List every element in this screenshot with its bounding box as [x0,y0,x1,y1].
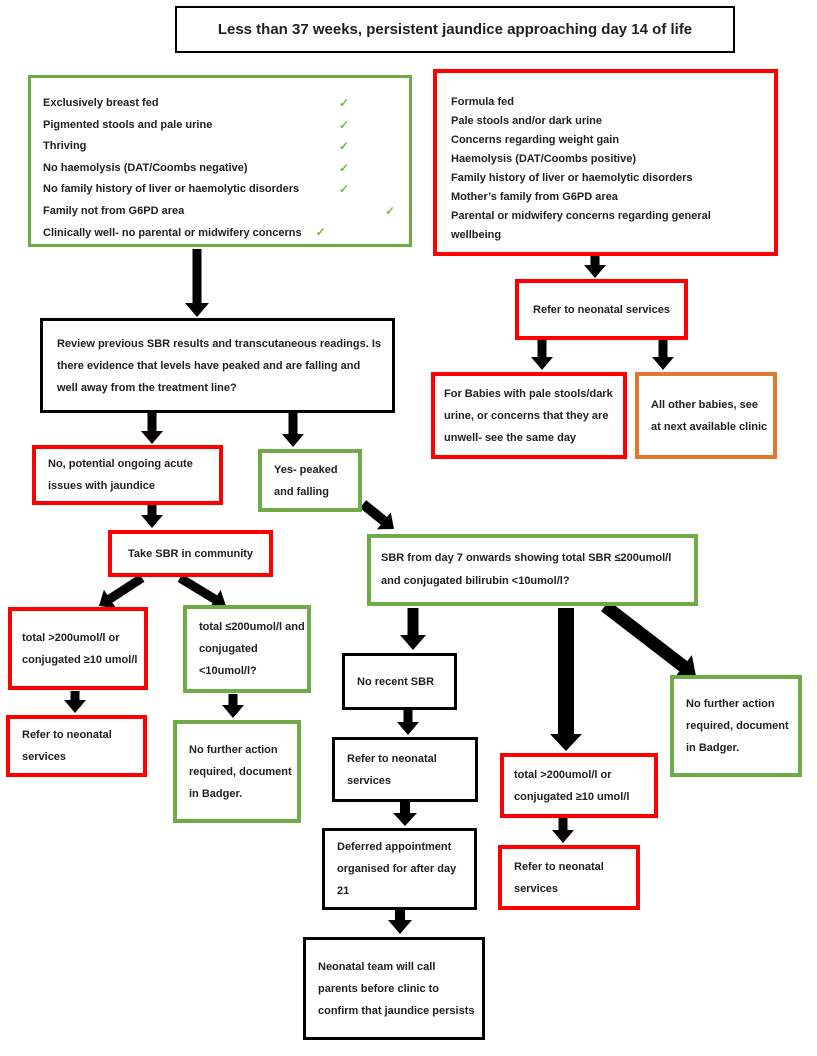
flow-arrow [531,340,553,370]
flow-arrow [550,608,582,751]
criteria-label: Parental or midwifery concerns regarding general wellbeing [451,210,711,241]
flow-arrow [605,606,696,677]
checkmark-icon: ✓ [338,96,349,110]
see-same-day-box: For Babies with pale stools/dark urine, or concerns that they are unwell- see the same day [431,372,627,459]
no-ongoing-issues-box: No, potential ongoing acute issues with jaundice [32,445,223,505]
criteria-ok-box [28,75,412,247]
refer-neonatal-middle-box: Refer to neonatal services [332,737,478,802]
flow-arrow [185,249,209,317]
flow-arrow [363,504,394,529]
flow-arrow [99,578,142,608]
criteria-label: No haemolysis (DAT/Coombs negative) [43,161,248,174]
checkmark-icon: ✓ [384,203,395,218]
no-recent-sbr-box: No recent SBR [342,653,457,710]
flow-arrow [141,505,163,528]
criteria-ok-item [43,158,401,180]
criteria-label: Pigmented stools and pale urine [43,118,213,131]
criteria-risk-item [451,131,766,150]
flow-arrow [552,818,574,843]
criteria-label: No family history of liver or haemolytic disorders [43,183,300,195]
flow-arrow [652,340,674,370]
criteria-ok-item [43,136,401,158]
criteria-label: Pale stools and/or dark urine [451,115,602,127]
criteria-label: Thriving [43,140,87,152]
neonatal-team-call-box: Neonatal team will call parents before clinic to confirm that jaundice persists [303,937,485,1040]
flow-arrow [222,694,244,718]
criteria-label: Family not from G6PD area [43,204,185,217]
criteria-ok-item [43,222,401,245]
no-further-action-left-box: No further action required, document in Badger. [173,720,301,823]
criteria-risk-item [451,112,766,131]
flow-arrow [388,910,412,934]
checkmark-icon: ✓ [338,117,349,132]
flow-arrow [584,254,606,278]
criteria-ok-item [43,115,401,137]
sbr-day7-question-box: SBR from day 7 onwards showing total SBR ≤200umol/l and conjugated bilirubin <10umol/l? [367,534,698,606]
flow-arrow [282,413,304,447]
criteria-risk-box [433,69,778,256]
checkmark-icon: ✓ [338,160,349,175]
refer-neonatal-left-box: Refer to neonatal services [6,715,147,777]
checkmark-icon: ✓ [315,225,326,239]
flow-arrow [397,710,419,735]
criteria-ok-item [43,201,401,223]
total-high-left-box: total >200umol/l or conjugated ≥10 umol/l [8,607,148,690]
page-title: Less than 37 weeks, persistent jaundice approaching day 14 of life [217,20,693,38]
yes-peaked-falling-box: Yes- peaked and falling [258,449,362,512]
criteria-label: Family history of liver or haemolytic disorders [451,172,693,184]
criteria-risk-item [451,93,766,112]
criteria-risk-item [451,169,766,188]
flow-arrow [64,691,86,713]
checkmark-icon: ✓ [338,182,349,196]
total-low-box: total ≤200umol/l and conjugated <10umol/l? [183,605,311,693]
criteria-label: Exclusively breast fed [43,97,159,109]
criteria-label: Haemolysis (DAT/Coombs positive) [451,153,636,165]
refer-neonatal-services-box-top: Refer to neonatal services [515,279,688,340]
criteria-ok-item [43,93,401,115]
criteria-risk-item [451,150,766,169]
review-sbr-question-box: Review previous SBR results and transcutaneous readings. Is there evidence that levels have peaked and are falling and well away from the treatment line? [40,318,395,413]
deferred-appointment-box: Deferred appointment organised for after day 21 [322,828,477,910]
criteria-label: Concerns regarding weight gain [451,134,620,146]
criteria-label: Formula fed [451,96,514,108]
no-further-action-right-box: No further action required, document in Badger. [670,675,802,777]
criteria-ok-item [43,179,401,201]
flow-arrow [400,608,426,650]
flow-arrow [393,802,417,826]
criteria-risk-item [451,207,766,245]
title-box [175,6,735,53]
take-sbr-community-box: Take SBR in community [108,530,273,577]
checkmark-icon: ✓ [338,139,349,153]
criteria-label: Clinically well- no parental or midwifery concerns [43,227,302,239]
refer-neonatal-right-box: Refer to neonatal services [498,845,640,910]
total-high-right-box: total >200umol/l or conjugated ≥10 umol/l [500,753,658,818]
criteria-risk-item [451,188,766,207]
next-available-clinic-box: All other babies, see at next available clinic [635,372,777,459]
criteria-label: Mother’s family from G6PD area [451,191,618,203]
flow-arrow [141,413,163,444]
